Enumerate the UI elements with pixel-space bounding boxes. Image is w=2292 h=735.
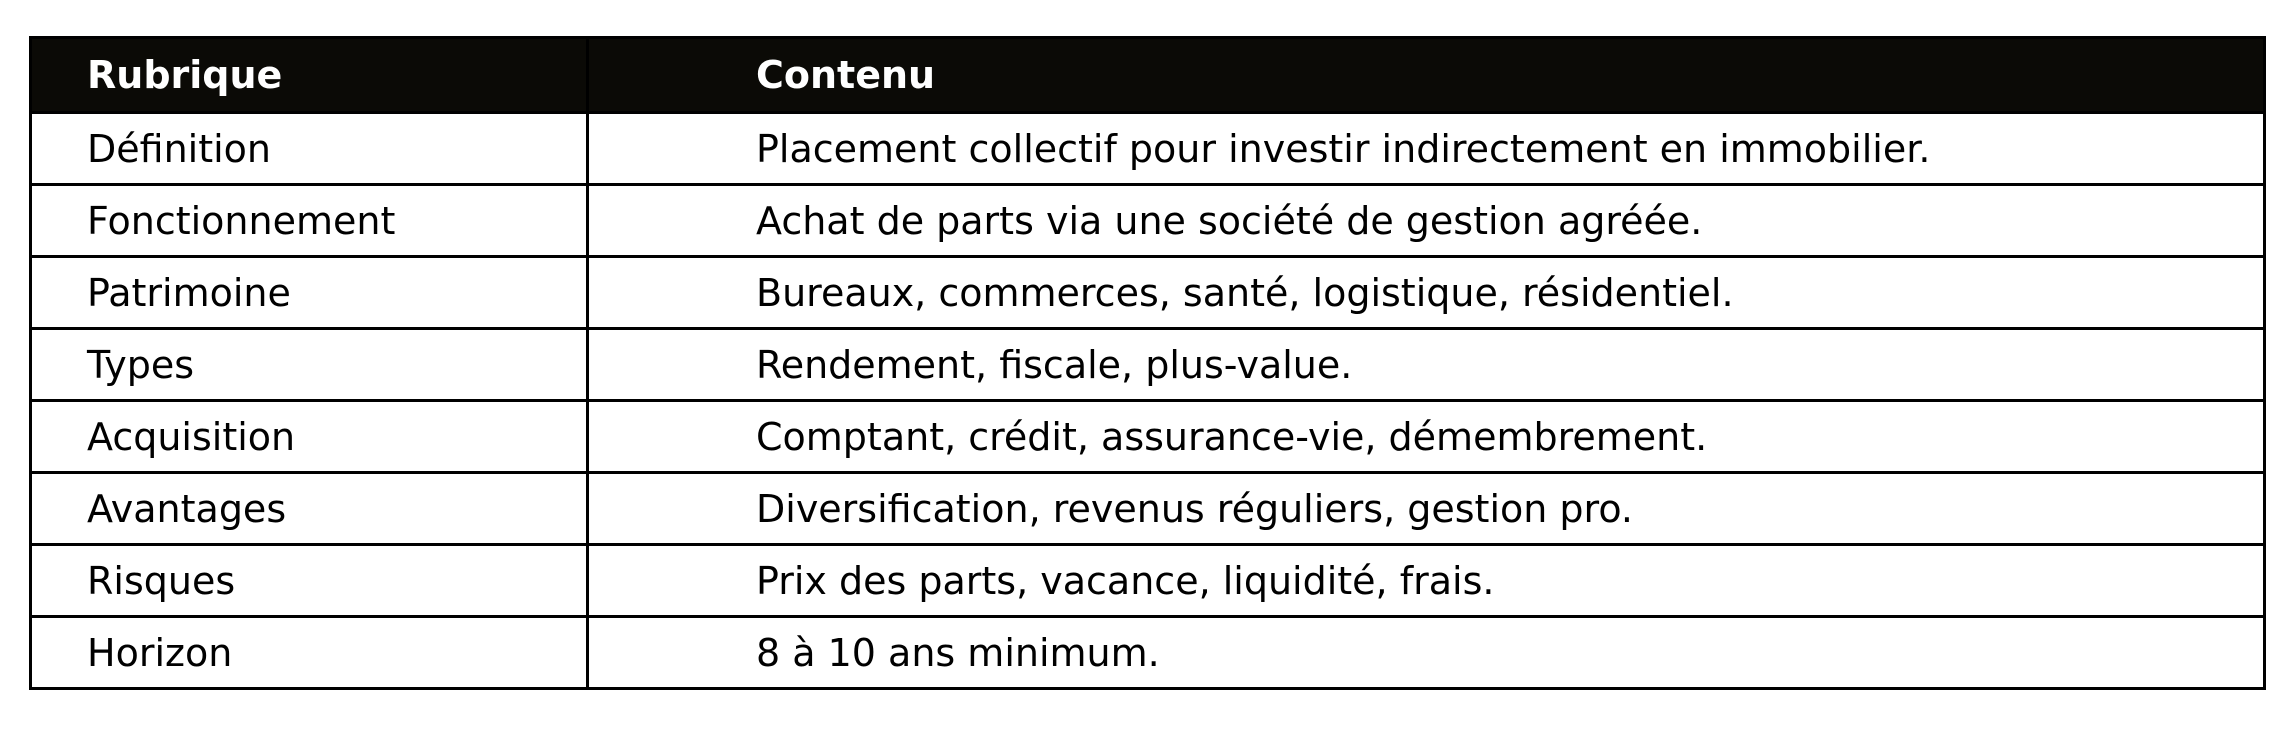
row-label: Horizon	[31, 617, 588, 689]
row-label: Fonctionnement	[31, 185, 588, 257]
table-header-row	[31, 38, 2265, 113]
header-rubrique: Rubrique	[31, 38, 588, 113]
info-table-container	[29, 36, 2263, 690]
row-label: Définition	[31, 113, 588, 185]
table-row	[31, 185, 2265, 257]
row-content: Placement collectif pour investir indirectement en immobilier.	[588, 113, 2265, 185]
table-row	[31, 329, 2265, 401]
table-row	[31, 401, 2265, 473]
table-row	[31, 617, 2265, 689]
row-content: Diversification, revenus réguliers, gestion pro.	[588, 473, 2265, 545]
row-label: Avantages	[31, 473, 588, 545]
row-content: 8 à 10 ans minimum.	[588, 617, 2265, 689]
row-content: Rendement, fiscale, plus-value.	[588, 329, 2265, 401]
row-label: Patrimoine	[31, 257, 588, 329]
row-content: Achat de parts via une société de gestion agréée.	[588, 185, 2265, 257]
info-table	[29, 36, 2266, 690]
row-label: Acquisition	[31, 401, 588, 473]
table-row	[31, 113, 2265, 185]
row-content: Prix des parts, vacance, liquidité, frais.	[588, 545, 2265, 617]
header-contenu: Contenu	[588, 38, 2265, 113]
table-row	[31, 473, 2265, 545]
table-row	[31, 257, 2265, 329]
row-label: Types	[31, 329, 588, 401]
row-label: Risques	[31, 545, 588, 617]
row-content: Bureaux, commerces, santé, logistique, résidentiel.	[588, 257, 2265, 329]
table-row	[31, 545, 2265, 617]
row-content: Comptant, crédit, assurance-vie, démembrement.	[588, 401, 2265, 473]
